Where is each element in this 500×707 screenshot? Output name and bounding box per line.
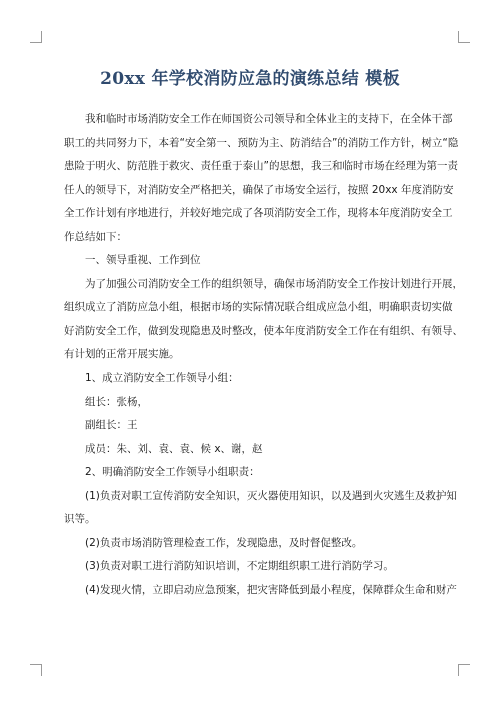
body-line: 2、明确消防安全工作领导小组职责： (85, 466, 260, 479)
body-line: 患险于明火、防范胜于救灾、责任重于泰山”的思想，我三和临时市场在经理为第一责 (64, 160, 458, 173)
body-line: 好消防安全工作，做到发现隐患及时整改，使本年度消防安全工作在有组织、有领导、 (64, 324, 463, 337)
body-line: (1)负责对职工宣传消防安全知识，灭火器使用知识，以及遇到火灾逃生及救护知 (85, 489, 457, 502)
document-body (64, 108, 463, 602)
document-title: 20xx 年学校消防应急的演练总结 模板 (100, 69, 400, 89)
body-line: 一、领导重视、工作到位 (85, 254, 201, 267)
body-line: (3)负责对职工进行消防知识培训，不定期组织职工进行消防学习。 (85, 560, 394, 573)
body-line: (4)发现火情，立即启动应急预案，把灾害降低到最小程度，保障群众生命和财产 (85, 583, 457, 596)
body-line: 组织成立了消防应急小组，根据市场的实际情况联合组成应急小组，明确职责切实做 (64, 301, 453, 314)
body-line: 职工的共同努力下，本着“安全第一、预防为主、防消结合”的消防工作方针，树立“隐 (64, 136, 459, 149)
body-line: 成员：朱、刘、袁、袁、候 x、谢，赵 (85, 442, 263, 455)
body-line: 有计划的正常开展实施。 (64, 348, 180, 361)
body-line: 为了加强公司消防安全工作的组织领导，确保市场消防安全工作按计划进行开展， (85, 277, 463, 290)
body-line: (2)负责市场消防管理检查工作，发现隐患，及时督促整改。 (85, 536, 363, 549)
body-line: 任人的领导下，对消防安全严格把关，确保了市场安全运行，按照 20xx 年度消防安 (64, 183, 454, 196)
body-line: 识等。 (64, 513, 96, 526)
body-line: 全工作计划有序地进行，并较好地完成了各项消防安全工作，现将本年度消防安全工 (64, 207, 453, 220)
body-line: 副组长：王 (85, 419, 138, 432)
body-line: 作总结如下： (64, 230, 127, 243)
body-line: 1、成立消防安全工作领导小组： (85, 372, 239, 385)
body-line: 我和临时市场消防安全工作在师国资公司领导和全体业主的支持下，在全体干部 (85, 113, 453, 125)
body-line: 组长：张杨， (85, 395, 148, 408)
